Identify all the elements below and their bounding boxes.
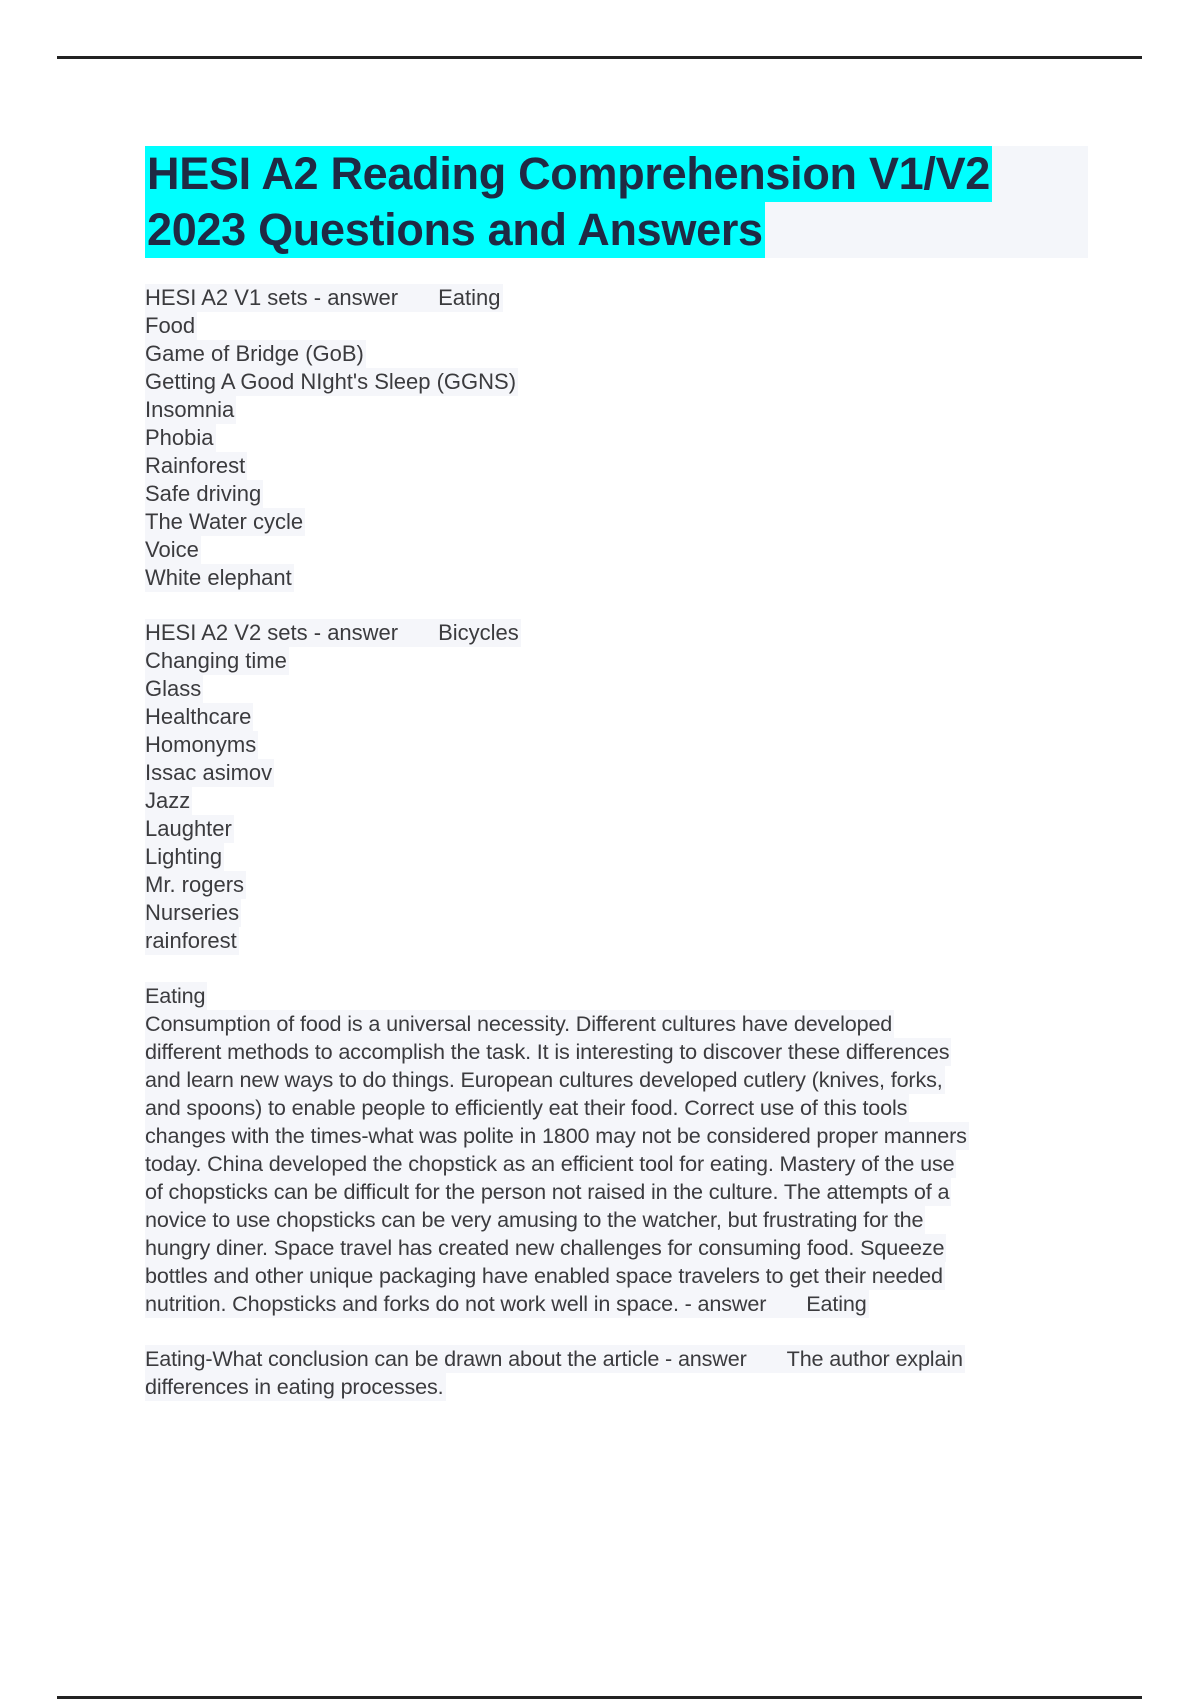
passage-line: Consumption of food is a universal necessity. Different cultures have developed <box>145 1011 893 1036</box>
v1-item: Rainforest <box>145 453 246 478</box>
passage-line: of chopsticks can be difficult for the person not raised in the culture. The attempts of a <box>145 1179 950 1204</box>
top-rule <box>57 56 1142 59</box>
passage-heading: Eating <box>145 983 206 1008</box>
document-title <box>145 146 1088 258</box>
title-line-2: 2023 Questions and Answers <box>145 202 765 258</box>
passage-last-line <box>145 1290 869 1318</box>
v1-sets-question: HESI A2 V1 sets - answer <box>145 285 399 310</box>
conclusion-answer-part1: The author explain <box>786 1346 963 1371</box>
v2-item: Lighting <box>145 844 223 869</box>
v1-item: Getting A Good NIght's Sleep (GGNS) <box>145 369 517 394</box>
v1-sets-first-answer: Eating <box>438 285 501 310</box>
v2-item: rainforest <box>145 928 237 953</box>
v2-item: Laughter <box>145 816 232 841</box>
passage-last-text: nutrition. Chopsticks and forks do not work well in space. - answer <box>145 1291 767 1316</box>
document-body <box>145 284 1085 1428</box>
bottom-rule <box>57 1696 1142 1699</box>
v2-item: Homonyms <box>145 732 257 757</box>
passage-line: and learn new ways to do things. European cultures developed cutlery (knives, forks, <box>145 1067 943 1092</box>
v1-item: Safe driving <box>145 481 262 506</box>
v1-item: The Water cycle <box>145 509 304 534</box>
v1-item: Food <box>145 313 196 338</box>
eating-conclusion-block <box>145 1345 1085 1401</box>
passage-line: different methods to accomplish the task. It is interesting to discover these differences <box>145 1039 950 1064</box>
passage-line: novice to use chopsticks can be very amusing to the watcher, but frustrating for the <box>145 1207 924 1232</box>
conclusion-question-line <box>145 1345 965 1373</box>
passage-answer: Eating <box>806 1291 867 1316</box>
v1-item: Insomnia <box>145 397 235 422</box>
v2-sets-question-line <box>145 619 521 647</box>
passage-line: hungry diner. Space travel has created new challenges for consuming food. Squeeze <box>145 1235 945 1260</box>
v1-item: Phobia <box>145 425 214 450</box>
v2-sets-block <box>145 619 1085 955</box>
v2-item: Issac asimov <box>145 760 273 785</box>
v1-item: Voice <box>145 537 199 562</box>
passage-line: changes with the times-what was polite in 1800 may not be considered proper manners <box>145 1123 967 1148</box>
v2-item: Changing time <box>145 648 287 673</box>
v1-sets-block <box>145 284 1085 592</box>
passage-line: bottles and other unique packaging have enabled space travelers to get their needed <box>145 1263 943 1288</box>
v1-sets-question-line <box>145 284 503 312</box>
v2-item: Jazz <box>145 788 191 813</box>
title-line-1: HESI A2 Reading Comprehension V1/V2 <box>145 146 992 202</box>
v2-item: Healthcare <box>145 704 252 729</box>
v1-item: Game of Bridge (GoB) <box>145 341 364 366</box>
v2-sets-first-answer: Bicycles <box>438 620 519 645</box>
v2-item: Mr. rogers <box>145 872 245 897</box>
conclusion-answer-part2: differences in eating processes. <box>145 1374 444 1399</box>
v2-sets-question: HESI A2 V2 sets - answer <box>145 620 399 645</box>
passage-line: today. China developed the chopstick as an efficient tool for eating. Mastery of the use <box>145 1151 955 1176</box>
passage-line: and spoons) to enable people to efficiently eat their food. Correct use of this tools <box>145 1095 908 1120</box>
eating-passage <box>145 982 1085 1318</box>
v1-item: White elephant <box>145 565 292 590</box>
conclusion-question: Eating-What conclusion can be drawn about the article - answer <box>145 1346 747 1371</box>
v2-item: Nurseries <box>145 900 240 925</box>
v2-item: Glass <box>145 676 202 701</box>
